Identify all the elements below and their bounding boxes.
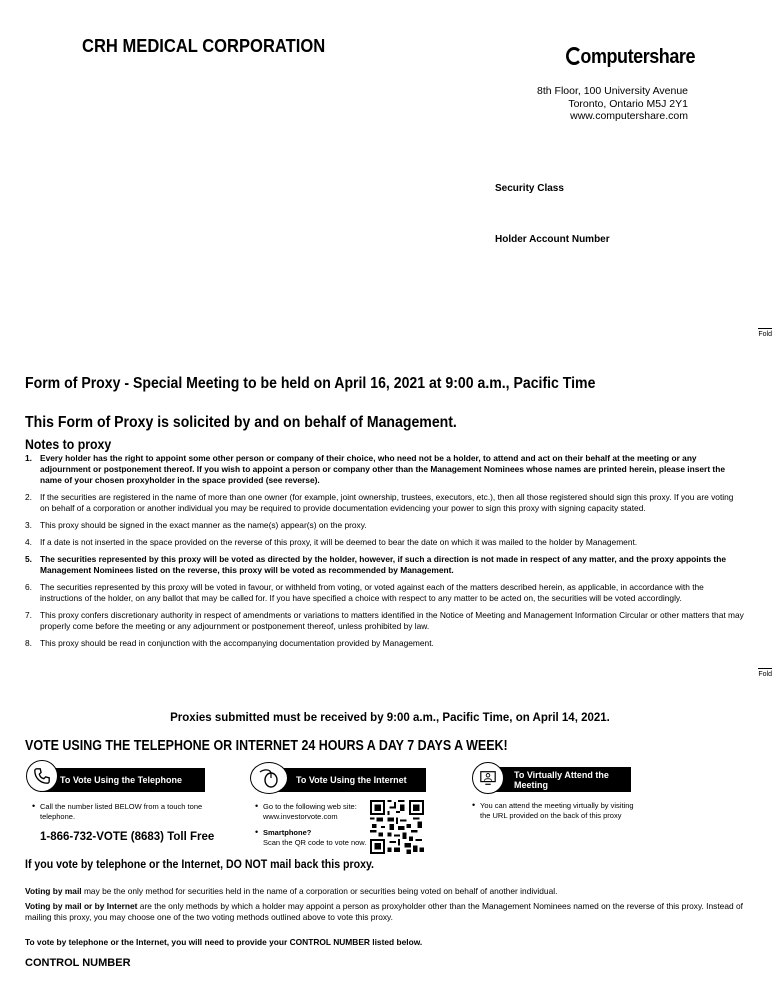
list-item: 1. Every holder has the right to appoint some other person or company of their choice, who need not be a holder, to attend and act on their behalf at the meeting or any adjournment or postponement thereof. If you wish to appoint a person or company other than the Management Nominees whose names are printed herein, please insert the name of your chosen proxyholder in the space provided (see reverse). — [25, 453, 725, 486]
virtual-meeting-title: To Virtually Attend the — [514, 770, 609, 780]
address-line: www.computershare.com — [570, 110, 688, 122]
internet-method-title: To Vote Using the Internet — [296, 775, 407, 785]
notes-list — [25, 453, 745, 655]
virtual-bullet: • You can attend the meeting virtually by visiting the URL provided on the back of this proxy — [472, 800, 634, 820]
address-line: Toronto, Ontario M5J 2Y1 — [568, 97, 688, 110]
computershare-logo — [566, 46, 695, 69]
fold-label: Fold — [758, 671, 772, 678]
investorvote-link[interactable]: www.investorvote.com — [263, 812, 338, 821]
internet-bullet-smartphone: • Smartphone? Scan the QR code to vote now. — [255, 827, 367, 847]
fold-label: Fold — [758, 331, 772, 338]
mail-paragraph: Voting by mail may be the only method for securities held in the name of a corporation or securities being voted on behalf of another individual. — [25, 886, 558, 896]
telephone-method-title: To Vote Using the Telephone — [60, 775, 183, 785]
list-item: 3. This proxy should be signed in the exact manner as the name(s) appear(s) on the proxy. — [25, 520, 367, 531]
mail-internet-paragraph: Voting by mail or by Internet are the only methods by which a holder may appoint a person as proxyholder other than the Management Nominees named on the reverse of this proxy. Instead of mailing this proxy, you may choose one of the two voting methods outlined above to vote this proxy. — [25, 901, 743, 922]
list-item: 2. If the securities are registered in the name of more than one owner (for example, joint ownership, trustees, executors, etc.), then all those registered should sign this proxy. If you are voting on behalf of a corporation or another individual you may be required to provide documentation evidencing your power to sign this proxy with signing capacity stated. — [25, 492, 734, 514]
form-title: Form of Proxy - Special Meeting to be held on April 16, 2021 at 9:00 a.m., Pacific Time — [25, 375, 596, 392]
monitor-icon — [472, 762, 504, 794]
qr-code-icon[interactable] — [370, 800, 424, 854]
list-item: 4. If a date is not inserted in the space provided on the reverse of this proxy, it will be deemed to bear the date on which it was mailed to the holder by Management. — [25, 537, 638, 547]
telephone-bullet: • Call the number listed BELOW from a touch tone telephone. — [32, 801, 203, 821]
control-number-label: CONTROL NUMBER — [25, 957, 131, 969]
solicited-heading: This Form of Proxy is solicited by and on behalf of Management. — [25, 414, 457, 431]
address-line: 8th Floor, 100 University Avenue — [537, 85, 688, 97]
virtual-meeting-title: Meeting — [514, 780, 549, 790]
logo-text: omputershare — [580, 46, 696, 68]
virtual-meeting-bar — [492, 767, 631, 792]
address-block — [537, 85, 688, 123]
deadline-notice: Proxies submitted must be received by 9:00 a.m., Pacific Time, on April 14, 2021. — [170, 712, 610, 724]
notes-title: Notes to proxy — [25, 436, 112, 452]
list-item: 8. This proxy should be read in conjunction with the accompanying documentation provided by Management. — [25, 637, 434, 648]
no-mail-notice: If you vote by telephone or the Internet, DO NOT mail back this proxy. — [25, 859, 375, 871]
list-item: 7. This proxy confers discretionary authority in respect of amendments or variations to matters identified in the Notice of Meeting and Management Information Circular or other matters that may properly come before the meeting or any adjournment or postponement thereof, unless prohibited by law. — [25, 609, 744, 631]
security-class-label: Security Class — [495, 183, 564, 194]
company-name: CRH MEDICAL CORPORATION — [82, 36, 326, 56]
internet-method-bar — [268, 768, 426, 792]
telephone-number: 1-866-732-VOTE (8683) Toll Free — [40, 831, 215, 843]
list-item: 5. The securities represented by this proxy will be voted as directed by the holder, however, if such a direction is not made in respect of any matter, and the proxy appoints the Management Nominees listed on the reverse, this proxy will be voted as recommended by Management. — [25, 553, 726, 575]
mouse-icon — [250, 762, 288, 794]
fold-mark — [758, 328, 772, 338]
internet-bullet-site: • Go to the following web site: www.investorvote.com — [255, 801, 357, 821]
holder-account-label: Holder Account Number — [495, 234, 610, 245]
fold-mark — [758, 668, 772, 678]
telephone-icon — [26, 760, 58, 792]
telephone-method-bar — [40, 768, 205, 792]
control-instructions: To vote by telephone or the Internet, you will need to provide your CONTROL NUMBER listed below. — [25, 937, 423, 947]
list-item: 6. The securities represented by this proxy will be voted in favour, or withheld from voting, or voted against each of the matters described herein, as applicable, in accordance with the instructions of the holder, on any ballot that may be called for. If you have specified a choice with respect to any matter to be acted on, the securities will be voted accordingly. — [25, 581, 704, 603]
vote-heading: VOTE USING THE TELEPHONE OR INTERNET 24 HOURS A DAY 7 DAYS A WEEK! — [25, 738, 508, 754]
